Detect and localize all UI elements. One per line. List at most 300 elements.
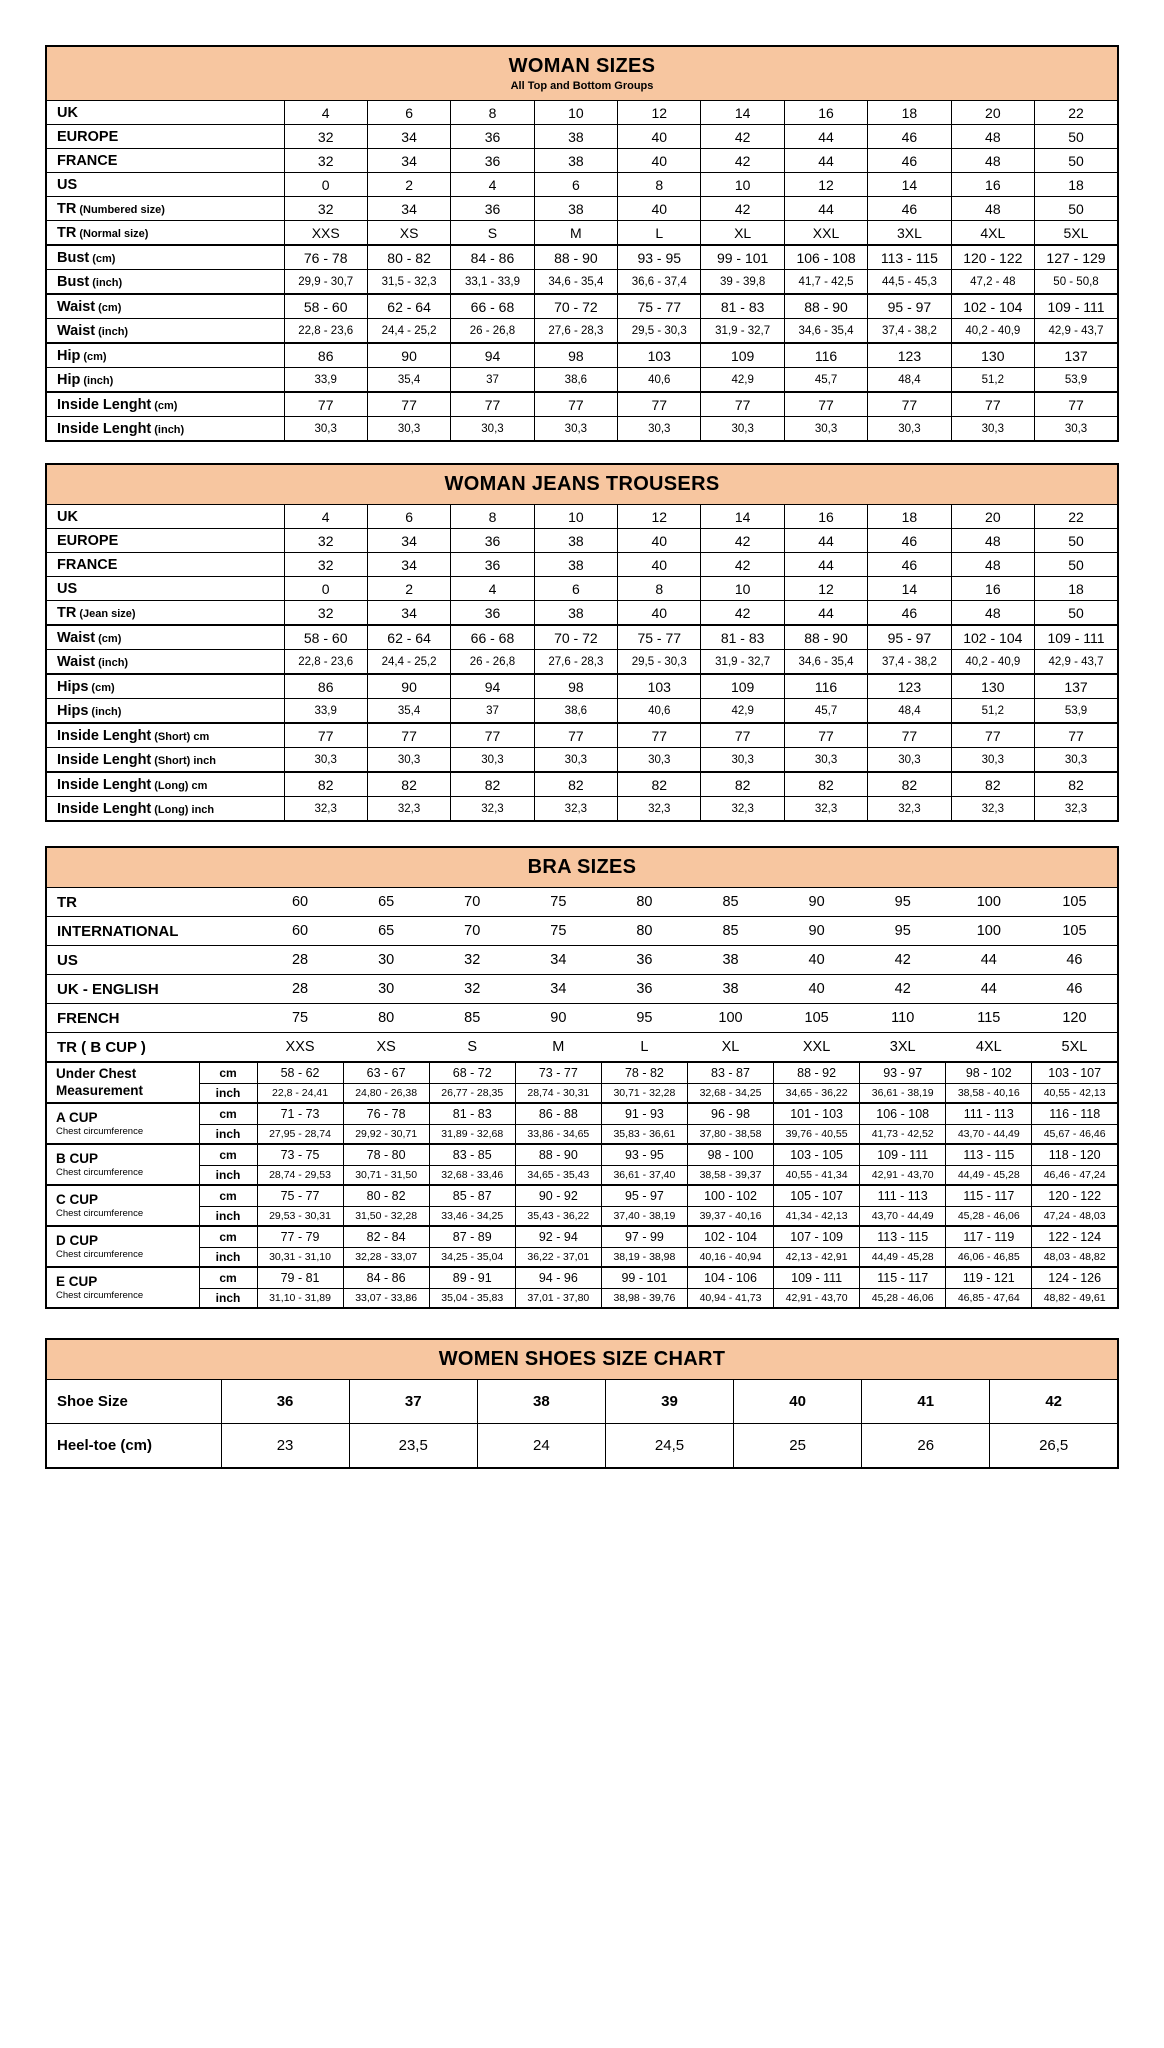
size-value: 82 [451,772,534,797]
size-value: 12 [618,505,701,529]
size-value: XL [687,1033,773,1063]
size-value: 77 [868,392,951,417]
row-label-unit: (Jean size) [79,607,136,620]
size-value: 38 [534,529,617,553]
bra-cm-value: 113 - 115 [860,1226,946,1248]
row-label [46,173,284,197]
bra-cm-value: 119 - 121 [946,1267,1032,1289]
size-value: 8 [451,505,534,529]
size-value: 36 [601,975,687,1004]
size-value: 75 - 77 [618,294,701,319]
bra-cm-value: 120 - 122 [1032,1185,1118,1207]
size-value: 4 [284,505,367,529]
size-value: 85 [429,1004,515,1033]
size-value: 32,3 [534,797,617,822]
size-value: 77 [951,392,1034,417]
row-label [46,417,284,442]
size-value: 100 [946,917,1032,946]
size-value: 39 [605,1380,733,1424]
size-value: 30,3 [367,417,450,442]
size-value: 34,6 - 35,4 [784,650,867,675]
size-value: 60 [257,888,343,917]
bra-inch-value: 32,68 - 33,46 [429,1166,515,1186]
size-value: 30,3 [701,748,784,773]
bra-cm-value: 75 - 77 [257,1185,343,1207]
bra-group-cm-row [46,1267,1118,1289]
bra-cm-value: 84 - 86 [343,1267,429,1289]
row-label [46,197,284,221]
size-value: 2 [367,577,450,601]
bra-group-label [46,1103,199,1144]
women-shoes-header-row [46,1339,1118,1380]
size-value: 22 [1035,101,1118,125]
bra-inch-value: 34,65 - 36,22 [774,1084,860,1104]
row-label-unit: (cm) [92,252,116,265]
size-value: 30,3 [951,748,1034,773]
size-value: 62 - 64 [367,294,450,319]
size-value: 32 [284,149,367,173]
size-value: 48 [951,197,1034,221]
size-value: 32,3 [951,797,1034,822]
bra-cm-value: 73 - 75 [257,1144,343,1166]
row-label-text: Hips [57,678,89,695]
table-row [46,601,1118,626]
bra-group-subtitle: Chest circumference [56,1248,144,1260]
table-row [46,197,1118,221]
size-value: XXS [257,1033,343,1063]
bra-group-inch-row [46,1248,1118,1268]
size-value: 8 [618,577,701,601]
bra-inch-value: 48,03 - 48,82 [1032,1248,1118,1268]
bra-cm-value: 79 - 81 [257,1267,343,1289]
size-value: 4XL [951,221,1034,246]
size-value: 77 [618,723,701,748]
bra-inch-value: 24,80 - 26,38 [343,1084,429,1104]
size-value: 36 [221,1380,349,1424]
row-label-unit: (cm) [98,301,122,314]
row-label [46,529,284,553]
unit-label-inch: inch [199,1289,257,1309]
row-label [46,392,284,417]
size-value: 32 [429,946,515,975]
size-value: 30,3 [451,417,534,442]
woman-sizes-subtitle: All Top and Bottom Groups [510,80,654,92]
table-row [46,975,1118,1004]
bra-inch-value: 31,89 - 32,68 [429,1125,515,1145]
size-value: S [451,221,534,246]
size-value: 38 [534,197,617,221]
size-value: 30,3 [534,417,617,442]
bra-cm-value: 113 - 115 [946,1144,1032,1166]
bra-cm-value: 100 - 102 [687,1185,773,1207]
size-value: 51,2 [951,368,1034,393]
size-value: 18 [868,101,951,125]
size-value: 30,3 [534,748,617,773]
size-value: 24 [477,1424,605,1469]
size-value: 32,3 [784,797,867,822]
bra-cm-value: 86 - 88 [515,1103,601,1125]
bra-inch-value: 40,16 - 40,94 [687,1248,773,1268]
size-value: 42 [701,529,784,553]
row-label [46,1424,221,1469]
bra-cm-value: 63 - 67 [343,1062,429,1084]
size-value: 44 [946,975,1032,1004]
size-value: 105 [774,1004,860,1033]
row-label-unit: (inch) [92,276,123,289]
table-row [46,917,1118,946]
bra-inch-value: 38,58 - 40,16 [946,1084,1032,1104]
size-value: 66 - 68 [451,294,534,319]
size-value: 77 [367,392,450,417]
bra-inch-value: 41,34 - 42,13 [774,1207,860,1227]
table-row [46,577,1118,601]
bra-group-label [46,1267,199,1308]
size-value: 109 - 111 [1035,625,1118,650]
bra-group-label [46,1062,199,1103]
size-value: 62 - 64 [367,625,450,650]
size-value: 70 - 72 [534,294,617,319]
bra-cm-value: 58 - 62 [257,1062,343,1084]
bra-cm-value: 78 - 80 [343,1144,429,1166]
size-value: 44 [946,946,1032,975]
bra-cm-value: 116 - 118 [1032,1103,1118,1125]
row-label [46,625,284,650]
size-value: 115 [946,1004,1032,1033]
row-label-unit: (Short) inch [154,754,216,767]
row-label-text: UK [57,508,78,525]
row-label-unit: (inch) [83,374,114,387]
bra-inch-value: 38,58 - 39,37 [687,1166,773,1186]
size-value: 77 [618,392,701,417]
size-value: 48 [951,553,1034,577]
row-label-text: Shoe Size [57,1393,128,1410]
bra-cm-value: 98 - 102 [946,1062,1032,1084]
size-value: 14 [701,101,784,125]
size-value: 42 [701,197,784,221]
size-value: 42,9 [701,699,784,724]
size-value: 130 [951,674,1034,699]
size-value: 28 [257,946,343,975]
size-value: 86 [284,674,367,699]
size-value: 31,9 - 32,7 [701,650,784,675]
size-value: 42 [701,149,784,173]
bra-inch-value: 37,80 - 38,58 [687,1125,773,1145]
row-label-unit: (inch) [91,705,122,718]
size-value: 2 [367,173,450,197]
table-row [46,529,1118,553]
bra-cm-value: 109 - 111 [860,1144,946,1166]
size-value: 120 [1032,1004,1118,1033]
size-value: 33,9 [284,368,367,393]
bra-group-name: E CUP [56,1273,98,1289]
table-row [46,221,1118,246]
size-value: 109 [701,674,784,699]
size-value: 40,2 - 40,9 [951,319,1034,344]
bra-group-cm-row [46,1103,1118,1125]
size-value: 40 [618,529,701,553]
bra-inch-value: 40,94 - 41,73 [687,1289,773,1309]
row-label [46,674,284,699]
unit-label-cm: cm [199,1185,257,1207]
size-value: 14 [868,577,951,601]
bra-cm-value: 78 - 82 [601,1062,687,1084]
size-value: 45,7 [784,699,867,724]
table-row [46,553,1118,577]
unit-label-cm: cm [199,1103,257,1125]
size-value: 50 [1035,149,1118,173]
size-value: 32 [284,601,367,626]
bra-inch-value: 41,73 - 42,52 [860,1125,946,1145]
bra-group-inch-row [46,1289,1118,1309]
size-value: 40 [774,946,860,975]
row-label-text: Inside Lenght [57,420,152,437]
bra-group-subtitle: Chest circumference [56,1125,144,1137]
table-row [46,343,1118,368]
bra-inch-value: 36,61 - 38,19 [860,1084,946,1104]
bra-inch-value: 46,85 - 47,64 [946,1289,1032,1309]
size-value: 77 [451,392,534,417]
size-value: 105 [1032,917,1118,946]
size-value: 40 [618,149,701,173]
table-row [46,125,1118,149]
bra-group-subtitle: Chest circumference [56,1166,144,1178]
bra-inch-value: 33,86 - 34,65 [515,1125,601,1145]
size-value: 70 [429,888,515,917]
bra-cm-value: 83 - 85 [429,1144,515,1166]
row-label-unit: (inch) [98,656,129,669]
size-value: 38 [534,125,617,149]
size-value: 44 [784,553,867,577]
row-label-unit: (inch) [98,325,129,338]
size-value: 4 [451,577,534,601]
bra-inch-value: 45,28 - 46,06 [860,1289,946,1309]
size-value: 82 [951,772,1034,797]
size-value: 30,3 [451,748,534,773]
woman-jeans-header-row [46,464,1118,505]
size-value: 77 [701,723,784,748]
size-value: 14 [868,173,951,197]
row-label [46,294,284,319]
bra-inch-value: 43,70 - 44,49 [860,1207,946,1227]
size-value: 46 [868,553,951,577]
size-value: 40 [618,125,701,149]
size-value: 32,3 [284,797,367,822]
size-value: 32 [284,553,367,577]
bra-inch-value: 34,65 - 35,43 [515,1166,601,1186]
size-value: 42 [990,1380,1118,1424]
row-label [46,101,284,125]
bra-cm-value: 118 - 120 [1032,1144,1118,1166]
size-value: 77 [367,723,450,748]
size-value: 34 [367,125,450,149]
bra-group-label [46,1144,199,1185]
size-value: 77 [534,723,617,748]
row-label-text: Hips [57,702,89,719]
size-value: 77 [784,723,867,748]
bra-inch-value: 39,37 - 40,16 [687,1207,773,1227]
size-value: XXS [284,221,367,246]
bra-inch-value: 37,01 - 37,80 [515,1289,601,1309]
size-value: 3XL [860,1033,946,1063]
size-value: 70 [429,917,515,946]
row-label [46,917,257,946]
size-value: 88 - 90 [784,294,867,319]
size-value: 123 [868,343,951,368]
bra-inch-value: 32,28 - 33,07 [343,1248,429,1268]
bra-inch-value: 33,46 - 34,25 [429,1207,515,1227]
size-value: 90 [367,674,450,699]
size-value: 77 [784,392,867,417]
size-value: 102 - 104 [951,625,1034,650]
size-value: 82 [534,772,617,797]
row-label-text: Inside Lenght [57,800,152,817]
size-value: 44 [784,197,867,221]
bra-inch-value: 48,82 - 49,61 [1032,1289,1118,1309]
row-label-text: EUROPE [57,128,119,145]
size-value: 34 [367,601,450,626]
size-value: 42 [701,601,784,626]
size-value: 42 [860,946,946,975]
bra-inch-value: 40,55 - 41,34 [774,1166,860,1186]
row-label-text: Waist [57,298,96,315]
row-label [46,946,257,975]
bra-inch-value: 30,31 - 31,10 [257,1248,343,1268]
row-label-text: Inside Lenght [57,776,152,793]
table-row [46,294,1118,319]
size-value: 30,3 [868,748,951,773]
bra-cm-value: 104 - 106 [687,1267,773,1289]
size-value: 32 [284,125,367,149]
women-shoes-table [45,1338,1119,1469]
size-value: 37,4 - 38,2 [868,319,951,344]
row-label-text: US [57,580,78,597]
size-value: 42 [701,125,784,149]
size-value: 25 [734,1424,862,1469]
size-value: 27,6 - 28,3 [534,650,617,675]
size-value: 34 [515,975,601,1004]
size-value: 34 [367,197,450,221]
size-value: 75 [515,888,601,917]
bra-cm-value: 82 - 84 [343,1226,429,1248]
size-value: 77 [1035,392,1118,417]
bra-cups-body [46,1062,1118,1308]
bra-cm-value: 83 - 87 [687,1062,773,1084]
size-value: 8 [618,173,701,197]
row-label-text: FRANCE [57,152,118,169]
size-value: 85 [687,888,773,917]
size-value: 127 - 129 [1035,245,1118,270]
size-value: 82 [1035,772,1118,797]
bra-cm-value: 92 - 94 [515,1226,601,1248]
row-label [46,368,284,393]
size-value: 32,3 [1035,797,1118,822]
size-value: 81 - 83 [701,294,784,319]
bra-cm-value: 103 - 107 [1032,1062,1118,1084]
table-row [46,173,1118,197]
size-value: 3XL [868,221,951,246]
row-label-text: UK - ENGLISH [57,980,159,998]
unit-label-cm: cm [199,1062,257,1084]
table-row [46,319,1118,344]
size-value: 46 [868,149,951,173]
size-value: XS [343,1033,429,1063]
size-value: 53,9 [1035,699,1118,724]
size-value: 98 [534,343,617,368]
size-value: 30,3 [284,748,367,773]
size-value: 98 [534,674,617,699]
size-value: 6 [534,577,617,601]
row-label-text: TR [57,224,77,241]
size-value: 30,3 [284,417,367,442]
size-value: 30,3 [784,748,867,773]
bra-cm-value: 93 - 95 [601,1144,687,1166]
size-value: 66 - 68 [451,625,534,650]
size-value: 20 [951,101,1034,125]
size-value: 26 - 26,8 [451,319,534,344]
size-value: 76 - 78 [284,245,367,270]
size-value: 95 - 97 [868,625,951,650]
row-label-text: EUROPE [57,532,119,549]
size-value: 40 [618,601,701,626]
size-value: 95 [860,888,946,917]
table-row [46,723,1118,748]
size-value: 30,3 [1035,748,1118,773]
bra-inch-value: 32,68 - 34,25 [687,1084,773,1104]
unit-label-inch: inch [199,1084,257,1104]
size-value: 46 [1032,946,1118,975]
size-value: 30 [343,946,429,975]
row-label-unit: (cm) [98,632,122,645]
size-value: 30,3 [618,417,701,442]
row-label-unit: (Normal size) [79,227,149,240]
size-value: 30,3 [701,417,784,442]
size-value: 30,3 [951,417,1034,442]
bra-sizes-header-row [46,847,1118,888]
size-value: 77 [951,723,1034,748]
size-value: 80 [601,917,687,946]
size-value: 16 [951,173,1034,197]
size-value: 113 - 115 [868,245,951,270]
size-value: 44 [784,149,867,173]
size-value: 32 [284,197,367,221]
bra-cm-value: 93 - 97 [860,1062,946,1084]
size-value: 50 [1035,197,1118,221]
size-value: 40 [734,1380,862,1424]
size-value: 36 [451,529,534,553]
table-row [46,797,1118,822]
bra-sizes-table [45,846,1119,1309]
size-value: 103 [618,674,701,699]
bra-cm-value: 76 - 78 [343,1103,429,1125]
size-value: 34 [367,553,450,577]
bra-inch-value: 44,49 - 45,28 [946,1166,1032,1186]
size-value: 50 [1035,601,1118,626]
size-value: 10 [534,505,617,529]
bra-inch-value: 26,77 - 28,35 [429,1084,515,1104]
size-value: 81 - 83 [701,625,784,650]
bra-inch-value: 42,13 - 42,91 [774,1248,860,1268]
bra-cm-value: 111 - 113 [860,1185,946,1207]
size-value: 58 - 60 [284,625,367,650]
bra-group-cm-row [46,1144,1118,1166]
size-value: 38 [534,149,617,173]
size-value: 51,2 [951,699,1034,724]
row-label-unit: (cm) [91,681,115,694]
bra-cm-value: 99 - 101 [601,1267,687,1289]
table-row [46,1424,1118,1469]
bra-cm-value: 107 - 109 [774,1226,860,1248]
size-value: 32,3 [701,797,784,822]
